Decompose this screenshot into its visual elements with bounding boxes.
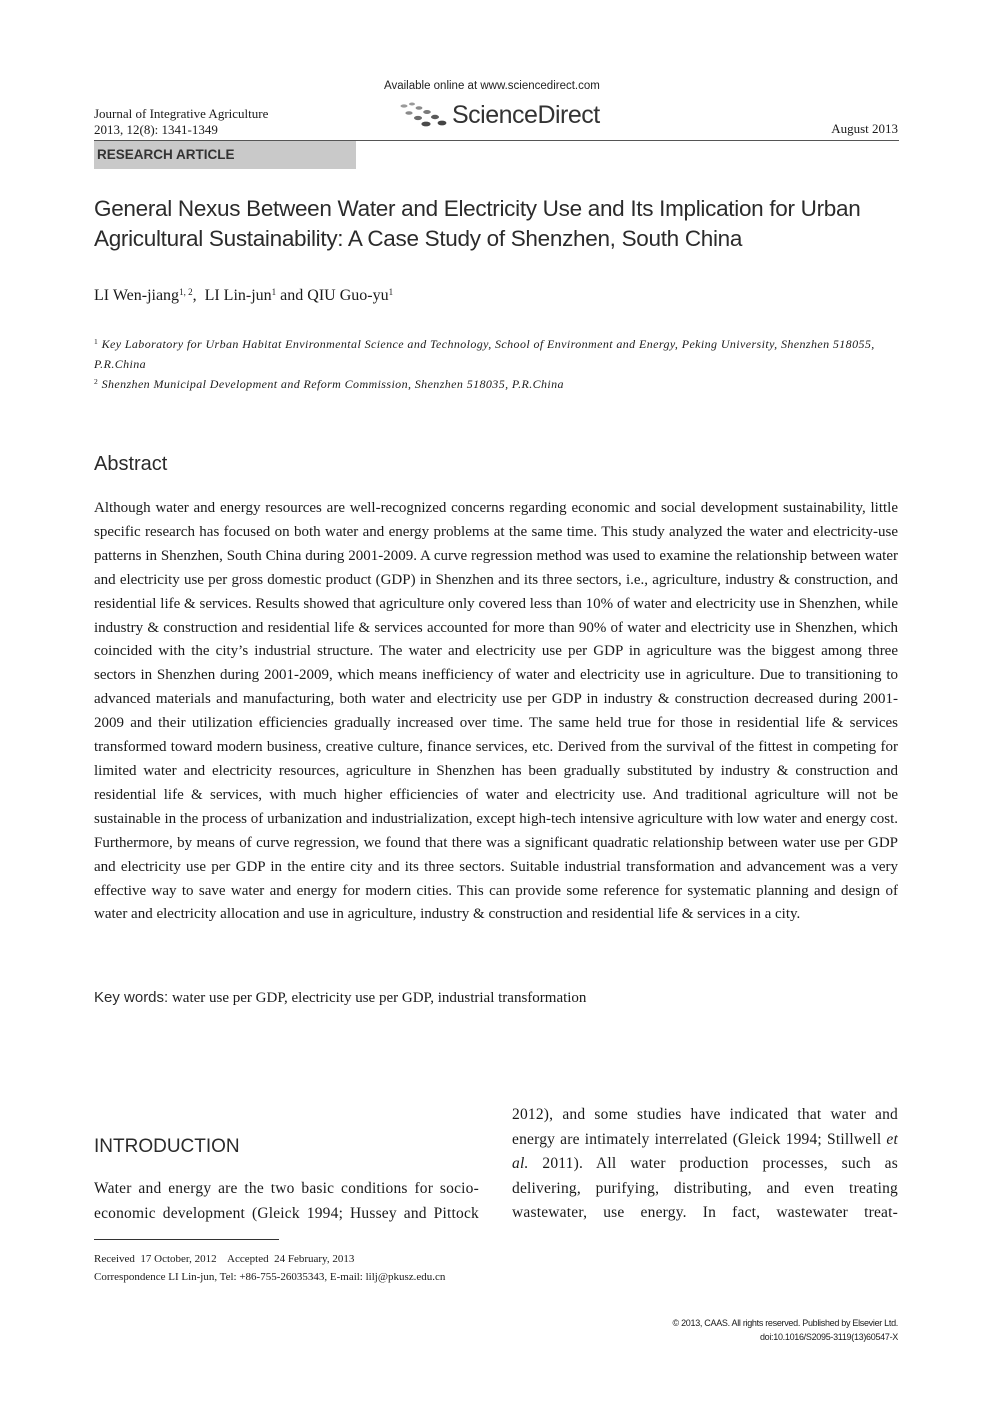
journal-volume: 2013, 12(8): 1341-1349 [94,122,218,137]
introduction-heading: INTRODUCTION [94,1136,240,1157]
affiliation-mark: 1 [94,337,99,346]
sciencedirect-logo-text: ScienceDirect [452,101,600,129]
intro-text: 2012), and some studies have indicated that water and energy are intimately interrelated (Gleick 1994; Stillwell [512,1106,898,1148]
author-name: QIU Guo-yu [307,287,389,304]
article-title: General Nexus Between Water and Electricity Use and Its Implication for Urban Agricultural Sustainability: A Case Study of Shenzhen, South China [94,196,861,251]
received-dates: Received 17 October, 2012 Accepted 24 February, 2013 [94,1253,355,1265]
keywords [94,989,586,1007]
affiliation-text: Shenzhen Municipal Development and Reform Commission, Shenzhen 518035, P.R.China [101,377,564,391]
affiliation-mark: 2 [94,377,99,386]
introduction-left-column: Water and energy are the two basic conditions for socio-economic development (Gleick 1994; Hussey and Pittock [94,1180,479,1222]
issue-date: August 2013 [831,121,898,136]
correspondence: Correspondence LI Lin-jun, Tel: +86-755-26035343, E-mail: lilj@pkusz.edu.cn [94,1271,446,1283]
author-affiliation-mark: 1, 2 [179,287,193,297]
section-label: RESEARCH ARTICLE [97,147,235,162]
footnote-divider [94,1239,279,1240]
abstract-heading: Abstract [94,453,168,475]
copyright-notice: © 2013, CAAS. All rights reserved. Published by Elsevier Ltd. [672,1318,898,1328]
doi[interactable]: doi:10.1016/S2095-3119(13)60547-X [759,1332,898,1342]
journal-citation [94,106,268,138]
author-affiliation-mark: 1 [388,287,394,297]
journal-name: Journal of Integrative Agriculture [94,106,269,121]
affiliation-1 [94,332,902,374]
sciencedirect-logo-icon [398,100,450,132]
author-name: LI Wen-jiang [94,287,180,304]
author-separator: and [276,287,308,304]
introduction-right-column [512,1103,898,1226]
affiliation-text: Key Laboratory for Urban Habitat Environmental Science and Technology, School of Environment and Energy, Peking University, Shenzhen 518055, P.R.China [94,337,875,371]
intro-text-italic: et al. [512,1130,898,1172]
keywords-text: water use per GDP, electricity use per GDP, industrial transformation [171,990,587,1006]
available-online-link[interactable]: Available online at www.sciencedirect.com [384,80,600,92]
keywords-label: Key words: [94,989,169,1006]
author-list [94,287,393,305]
author-separator: , [192,287,205,304]
author-affiliation-mark: 1 [271,287,277,297]
author-name: LI Lin-jun [204,287,272,304]
intro-text: 2011). All water production processes, such as delivering, purifying, distributing, and even treating wastewater, use energy. In fact, wastewater treat- [512,1155,898,1221]
abstract-text: Although water and energy resources are well-recognized concerns regarding economic and social development sustainability, little specific research has focused on both water and energy problems at the same time. This study analyzed the water and electricity-use patterns in Shenzhen, South China during 2001-2009. A curve regression method was used to examine the relationship between water and electricity use per gross domestic product (GDP) in Shenzhen and its three sectors, i.e., agriculture, industry & construction, and residential life & services. Results showed that agriculture only covered less than 10% of water and electricity use in Shenzhen, while industry & construction and residential life & services accounted for more than 90% of water and electricity use in Shenzhen, which coincided with the city’s industrial structure. The water and electricity use per GDP in agriculture was the biggest among three sectors in Shenzhen during 2001-2009, which means inefficiency of water and electricity use in agriculture. Due to transitioning to advanced materials and manufacturing, both water and electricity use per GDP in industry & construction decreased during 2001-2009 and their utilization efficiencies gradually increased over time. The same held true for those in residential life & services transformed toward modern business, creative culture, finance services, etc. Derived from the survival of the fittest in competing for limited water and electricity resources, agriculture in Shenzhen has been gradually substituted by industry & construction and residential life & services, with much higher efficiencies of water and electricity use. And traditional agriculture will not be sustainable in the process of urbanization and industrialization, except high-tech intensive agriculture with low water and energy cost. Furthermore, by means of curve regression, we found that there was a significant quadratic relationship between water use per GDP and electricity use per GDP in the entire city and its three sectors. Suitable industrial transformation and advancement was a very effective way to save water and energy for modern cities. This can provide some reference for systematic planning and design of water and electricity allocation and use in agriculture, industry & construction and residential life & services in a city. [94,500,898,923]
affiliation-2 [94,372,902,394]
